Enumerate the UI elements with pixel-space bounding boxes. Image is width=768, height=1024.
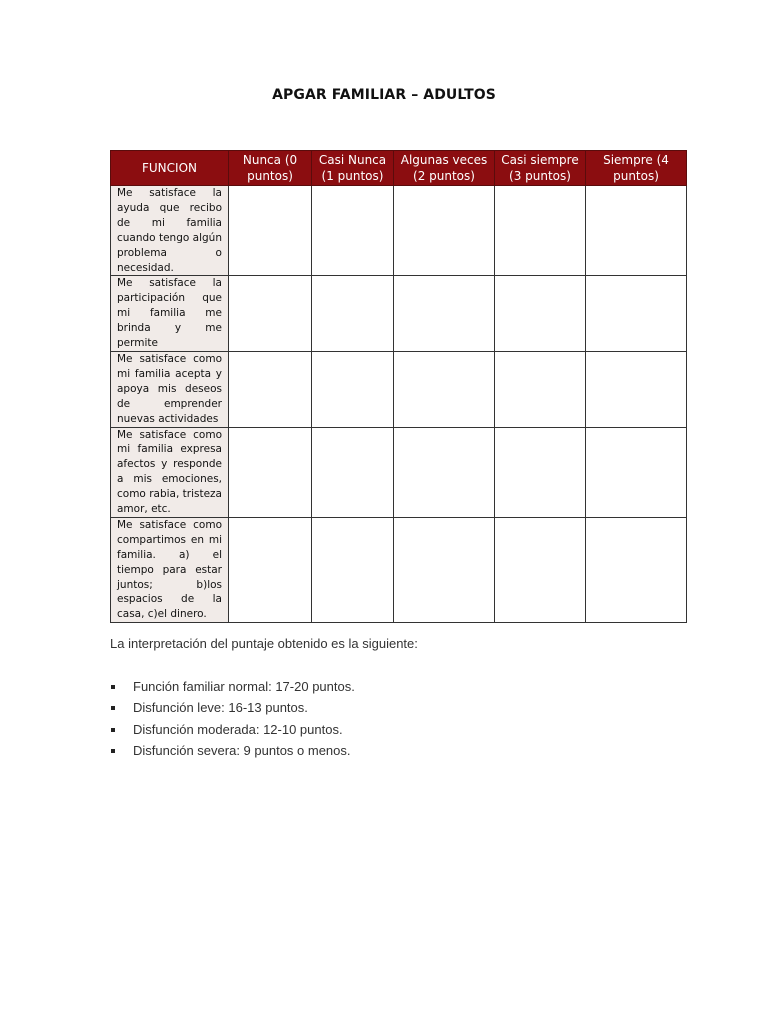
page-title: APGAR FAMILIAR – ADULTOS (272, 87, 496, 103)
answer-cell-nunca[interactable] (229, 186, 312, 276)
header-siempre: Siempre (4 puntos) (586, 151, 687, 186)
answer-cell-algunas-veces[interactable] (394, 517, 495, 622)
answer-cell-nunca[interactable] (229, 276, 312, 352)
list-item (110, 721, 355, 742)
list-item-text: Disfunción moderada: 12-10 puntos. (133, 721, 343, 737)
header-nunca: Nunca (0 puntos) (229, 151, 312, 186)
answer-cell-siempre[interactable] (586, 276, 687, 352)
answer-cell-siempre[interactable] (586, 427, 687, 517)
answer-cell-siempre[interactable] (586, 351, 687, 427)
table-row (111, 186, 687, 276)
table-row (111, 351, 687, 427)
list-item (110, 699, 355, 720)
answer-cell-casi-siempre[interactable] (495, 427, 586, 517)
row-label: Me satisface como mi familia expresa afectos y responde a mis emociones, como rabia, tristeza amor, etc. (111, 427, 229, 517)
answer-cell-siempre[interactable] (586, 517, 687, 622)
bullet-icon (111, 685, 115, 689)
header-casi-nunca: Casi Nunca (1 puntos) (312, 151, 394, 186)
bullet-icon (111, 749, 115, 753)
answer-cell-casi-nunca[interactable] (312, 351, 394, 427)
table-row (111, 427, 687, 517)
apgar-table (110, 150, 687, 623)
list-item-text: Función familiar normal: 17-20 puntos. (133, 679, 355, 694)
row-label: Me satisface la ayuda que recibo de mi familia cuando tengo algún problema o necesidad. (111, 186, 229, 276)
row-label: Me satisface la participación que mi familia me brinda y me permite (111, 276, 229, 352)
row-label: Me satisface como mi familia acepta y apoya mis deseos de emprender nuevas actividades (111, 351, 229, 427)
answer-cell-casi-siempre[interactable] (495, 351, 586, 427)
bullet-icon (111, 728, 115, 732)
answer-cell-siempre[interactable] (586, 186, 687, 276)
answer-cell-nunca[interactable] (229, 351, 312, 427)
answer-cell-casi-nunca[interactable] (312, 517, 394, 622)
answer-cell-casi-siempre[interactable] (495, 186, 586, 276)
answer-cell-casi-nunca[interactable] (312, 186, 394, 276)
list-item-text: Disfunción severa: 9 puntos o menos. (133, 742, 351, 758)
header-algunas-veces: Algunas veces (2 puntos) (394, 151, 495, 186)
interpretation-intro: La interpretación del puntaje obtenido es la siguiente: (110, 636, 418, 651)
answer-cell-casi-siempre[interactable] (495, 276, 586, 352)
answer-cell-algunas-veces[interactable] (394, 351, 495, 427)
header-funcion: FUNCION (111, 151, 229, 186)
bullet-icon (111, 706, 115, 710)
list-item (110, 678, 355, 699)
table-header-row (111, 151, 687, 186)
answer-cell-casi-nunca[interactable] (312, 276, 394, 352)
answer-cell-algunas-veces[interactable] (394, 186, 495, 276)
list-item-text: Disfunción leve: 16-13 puntos. (133, 700, 308, 716)
answer-cell-casi-siempre[interactable] (495, 517, 586, 622)
table-row (111, 276, 687, 352)
answer-cell-algunas-veces[interactable] (394, 427, 495, 517)
header-casi-siempre: Casi siempre (3 puntos) (495, 151, 586, 186)
answer-cell-algunas-veces[interactable] (394, 276, 495, 352)
interpretation-list (110, 678, 355, 763)
answer-cell-casi-nunca[interactable] (312, 427, 394, 517)
answer-cell-nunca[interactable] (229, 517, 312, 622)
row-label: Me satisface como compartimos en mi familia. a) el tiempo para estar juntos; b)los espacios de la casa, c)el dinero. (111, 517, 229, 622)
answer-cell-nunca[interactable] (229, 427, 312, 517)
table-row (111, 517, 687, 622)
list-item (110, 742, 355, 763)
